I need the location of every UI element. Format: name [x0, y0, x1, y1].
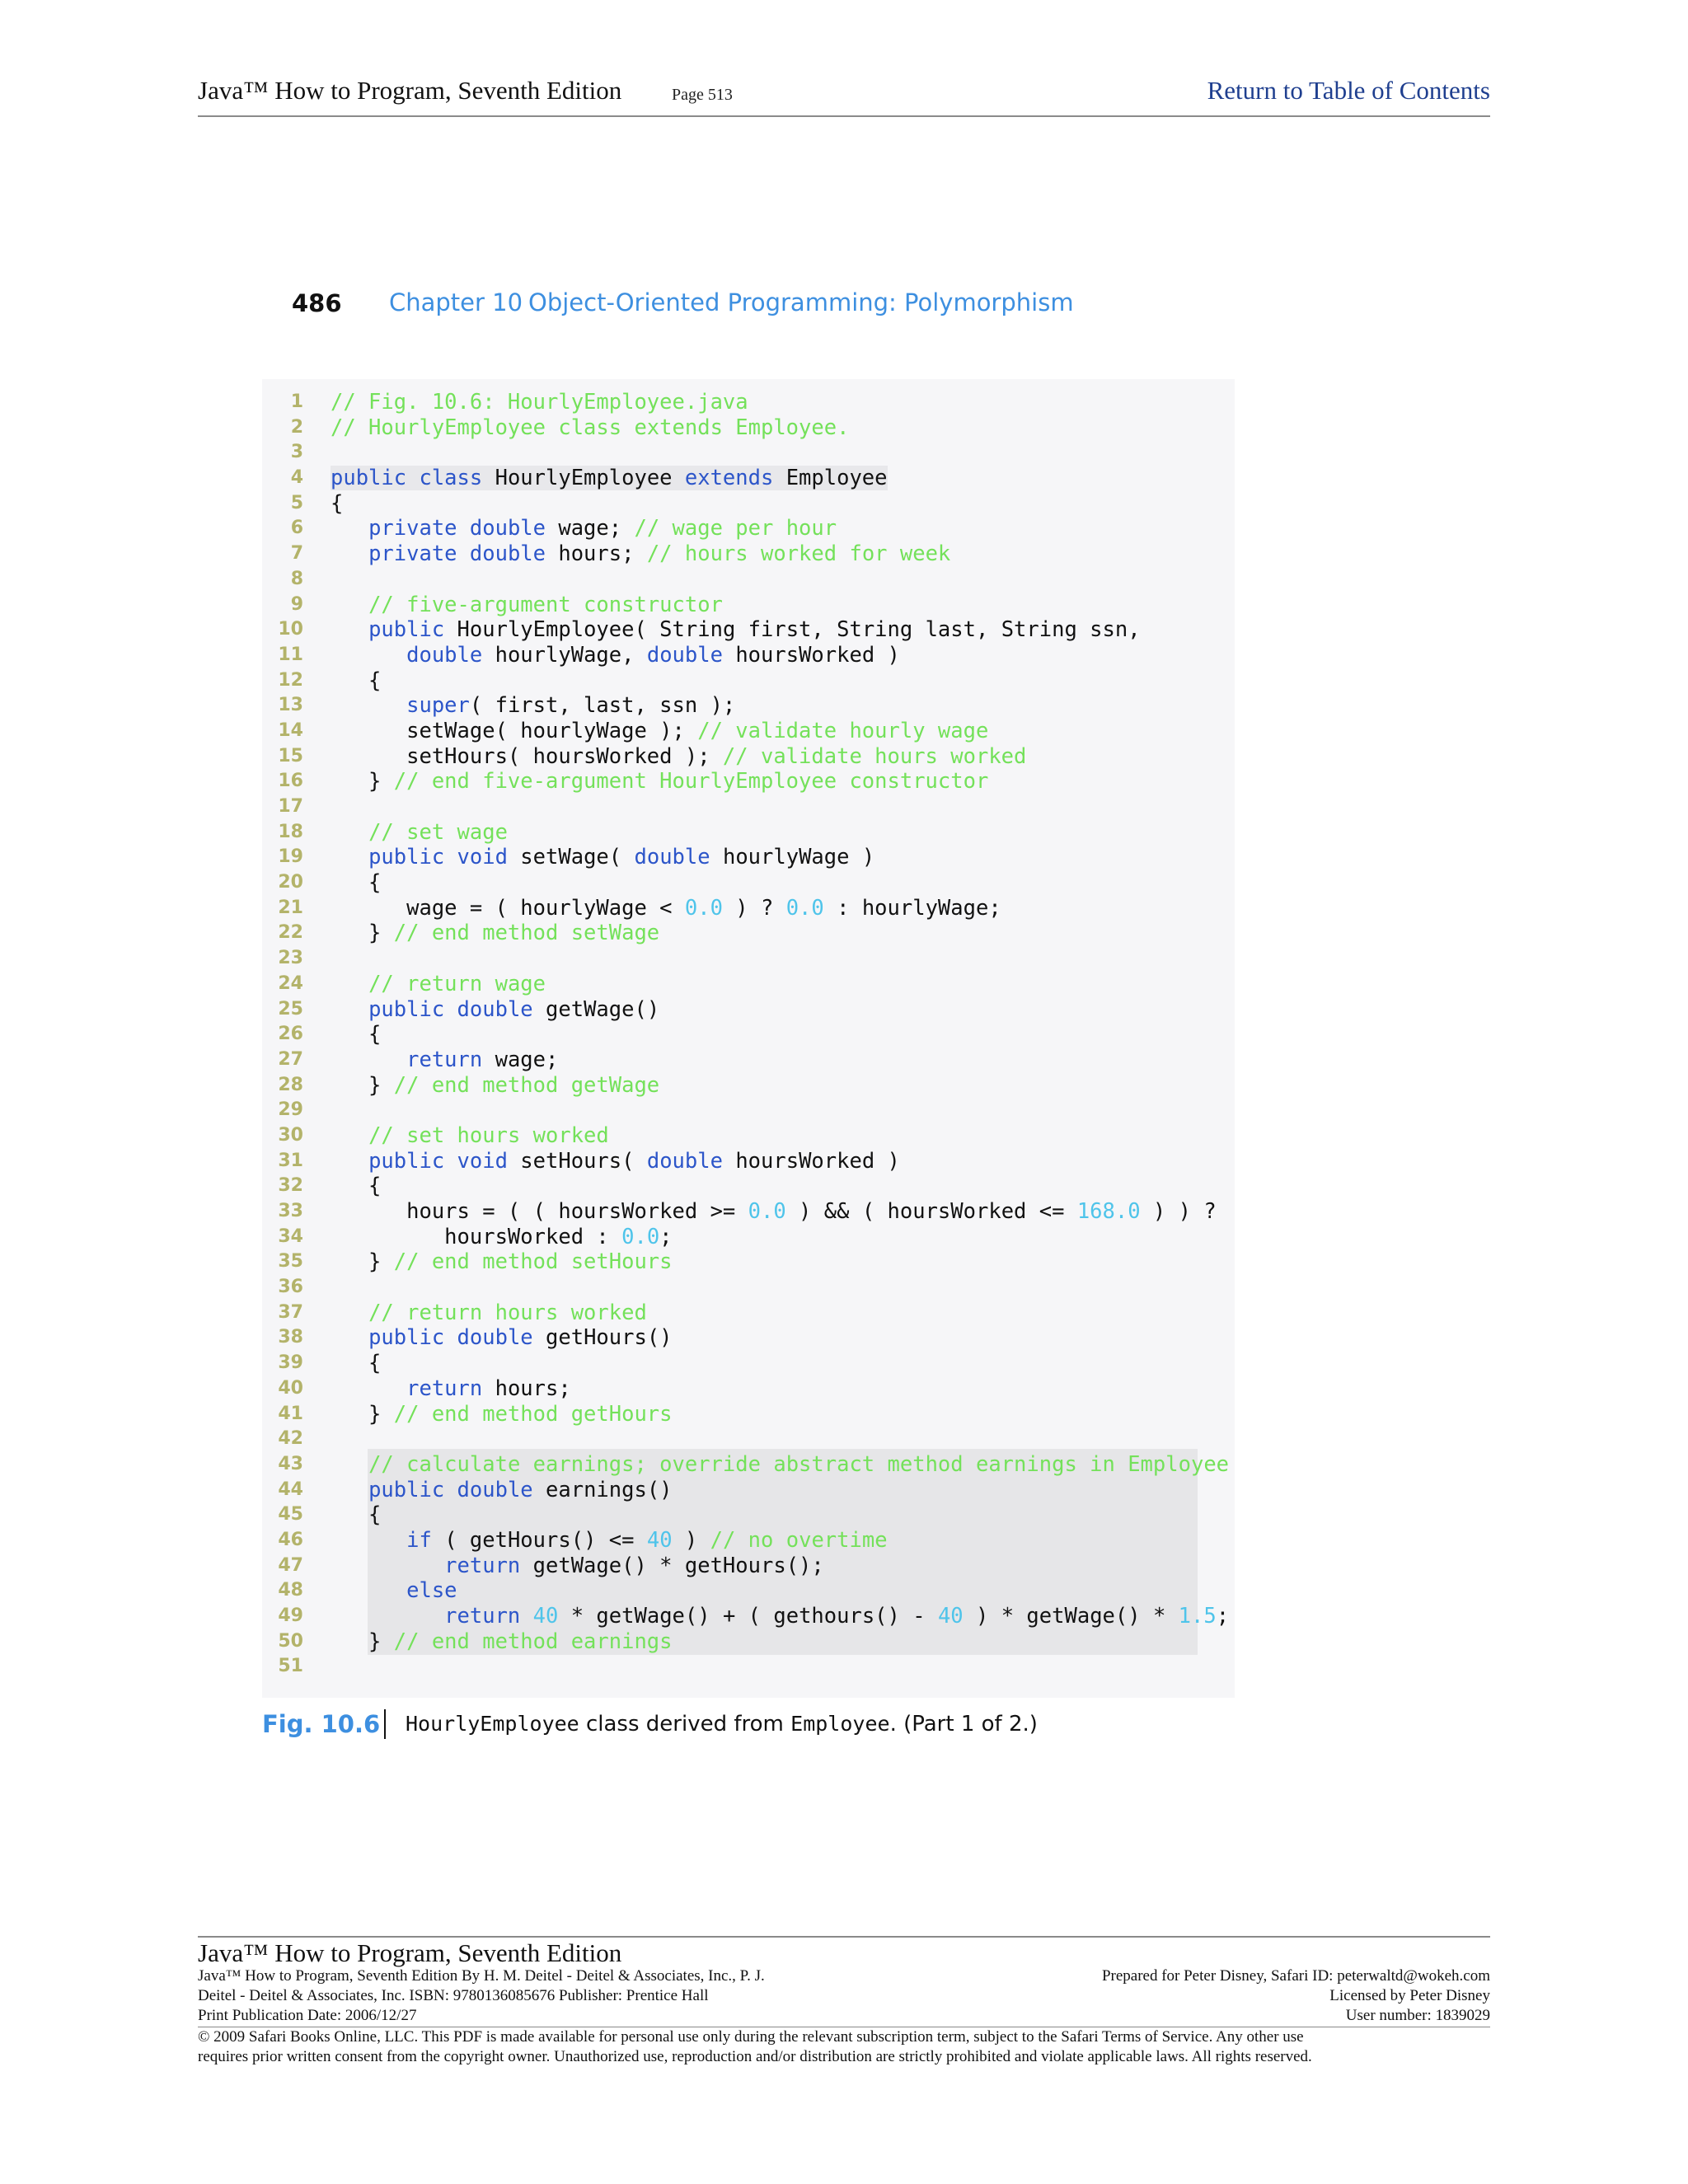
chapter-label: Chapter 10 — [389, 288, 523, 316]
line-number: 24 — [278, 972, 303, 994]
code-text: return wage; — [406, 1047, 559, 1072]
footer-isbn-info: Deitel - Deitel & Associates, Inc. ISBN: 9780136085676 Publisher: Prentice Hall — [198, 1987, 709, 2004]
code-text: private double hours; // hours worked for week — [368, 541, 951, 567]
toc-link[interactable]: Return to Table of Contents — [1207, 76, 1490, 105]
caption-part: . (Part 1 of 2.) — [889, 1712, 1038, 1736]
code-line — [262, 567, 1235, 593]
code-line — [262, 1225, 1235, 1250]
line-number: 18 — [278, 821, 303, 842]
code-text: return hours; — [406, 1376, 571, 1401]
code-line — [262, 390, 1235, 415]
line-number: 50 — [278, 1630, 303, 1652]
line-number: 26 — [278, 1024, 303, 1045]
code-text: public void setWage( double hourlyWage ) — [368, 845, 875, 870]
line-number: 45 — [278, 1504, 303, 1526]
code-line — [262, 541, 1235, 567]
line-number: 5 — [290, 492, 303, 513]
code-text: public class HourlyEmployee extends Employee — [331, 466, 888, 491]
code-line — [262, 1098, 1235, 1123]
code-line — [262, 1502, 1235, 1528]
header-divider — [198, 115, 1490, 117]
code-line — [262, 946, 1235, 972]
footer-user-number: User number: 1839029 — [1345, 2007, 1490, 2024]
code-line — [262, 972, 1235, 997]
code-line — [262, 440, 1235, 466]
code-line — [262, 794, 1235, 820]
line-number: 10 — [278, 619, 303, 640]
code-text: } // end method getHours — [331, 1401, 673, 1427]
code-line — [262, 1452, 1235, 1478]
caption-divider — [384, 1709, 386, 1739]
line-number: 31 — [278, 1150, 303, 1171]
line-number: 47 — [278, 1554, 303, 1576]
line-number: 30 — [278, 1124, 303, 1146]
code-text: { — [331, 1502, 382, 1528]
code-line — [262, 466, 1235, 491]
line-number: 42 — [278, 1428, 303, 1450]
code-line — [262, 719, 1235, 744]
line-number: 1 — [290, 391, 303, 412]
code-line — [262, 1249, 1235, 1275]
code-text: hours = ( ( hoursWorked >= 0.0 ) && ( hoursWorked <= 168.0 ) ) ? — [331, 1199, 1217, 1224]
line-number: 41 — [278, 1403, 303, 1424]
line-number: 33 — [278, 1201, 303, 1221]
footer-title: Java™ How to Program, Seventh Edition — [198, 1938, 622, 1967]
figure-label: Fig. 10.6 — [262, 1710, 381, 1738]
code-line — [262, 921, 1235, 946]
code-line — [262, 896, 1235, 921]
code-listing — [262, 390, 1235, 1680]
code-text: } // end method setWage — [331, 921, 660, 946]
line-number: 7 — [290, 543, 303, 565]
code-line — [262, 1604, 1235, 1629]
code-line — [262, 1199, 1235, 1225]
line-number: 34 — [278, 1226, 303, 1247]
code-text: { — [331, 1351, 382, 1376]
code-line — [262, 1351, 1235, 1376]
line-number: 44 — [278, 1479, 303, 1500]
caption-text: class derived from — [579, 1712, 791, 1736]
code-text: } // end method getWage — [331, 1072, 660, 1098]
code-line — [262, 491, 1235, 517]
code-line — [262, 1047, 1235, 1073]
code-line — [262, 1478, 1235, 1503]
code-text: // five-argument constructor — [368, 592, 723, 617]
line-number: 40 — [278, 1377, 303, 1399]
chapter-title: Object-Oriented Programming: Polymorphism — [528, 288, 1074, 316]
code-line — [262, 617, 1235, 643]
line-number: 25 — [278, 998, 303, 1019]
code-line — [262, 769, 1235, 794]
line-number: 21 — [278, 897, 303, 918]
line-number: 38 — [278, 1327, 303, 1348]
code-text: // set wage — [368, 819, 508, 845]
figure-caption — [406, 1712, 1038, 1736]
code-line — [262, 870, 1235, 896]
code-line — [262, 693, 1235, 719]
code-line — [262, 1578, 1235, 1604]
code-text: { — [331, 1174, 382, 1199]
line-number: 6 — [290, 518, 303, 539]
footer-copyright-1: © 2009 Safari Books Online, LLC. This PDF is made available for personal use only during the relevant subscription term, subject to the Safari Terms of Service. Any other use — [198, 2028, 1304, 2046]
code-line — [262, 1325, 1235, 1351]
code-line — [262, 1123, 1235, 1149]
code-line — [262, 845, 1235, 870]
line-number: 14 — [278, 719, 303, 741]
line-number: 9 — [290, 593, 303, 615]
footer-prepared-for: Prepared for Peter Disney, Safari ID: peterwaltd@wokeh.com — [1101, 1967, 1490, 1985]
code-line — [262, 1073, 1235, 1099]
line-number: 37 — [278, 1301, 303, 1323]
line-number: 2 — [290, 416, 303, 438]
line-number: 35 — [278, 1251, 303, 1272]
code-line — [262, 516, 1235, 541]
caption-class-name: HourlyEmployee — [406, 1712, 579, 1736]
code-line — [262, 1427, 1235, 1452]
code-text: { — [331, 490, 344, 516]
line-number: 23 — [278, 948, 303, 969]
code-text: // HourlyEmployee class extends Employee. — [331, 415, 850, 440]
line-number: 49 — [278, 1605, 303, 1626]
code-text: } // end method setHours — [331, 1249, 673, 1275]
code-line — [262, 997, 1235, 1023]
code-text: // Fig. 10.6: HourlyEmployee.java — [331, 390, 748, 415]
code-line — [262, 1654, 1235, 1680]
footer-copyright-2: requires prior written consent from the copyright owner. Unauthorized use, reproduction and/or distribution are strictly prohibited and violate applicable laws. All rights reserved. — [198, 2048, 1312, 2065]
book-title: Java™ How to Program, Seventh Edition — [198, 76, 622, 105]
line-number: 51 — [278, 1656, 303, 1677]
footer-licensed-by: Licensed by Peter Disney — [1329, 1987, 1490, 2004]
code-line — [262, 1174, 1235, 1199]
code-line — [262, 1275, 1235, 1301]
line-number: 19 — [278, 846, 303, 868]
line-number: 48 — [278, 1580, 303, 1601]
footer-book-info: Java™ How to Program, Seventh Edition By H. M. Deitel - Deitel & Associates, Inc., P. J. — [198, 1967, 765, 1985]
code-text: else — [406, 1578, 457, 1604]
code-text: setWage( hourlyWage ); // validate hourly wage — [331, 718, 989, 743]
line-number: 32 — [278, 1175, 303, 1197]
code-text: public double getHours() — [368, 1325, 673, 1351]
code-text: { — [331, 668, 382, 693]
code-text: // calculate earnings; override abstract method earnings in Employee — [368, 1451, 1230, 1477]
line-number: 15 — [278, 745, 303, 766]
code-text: hoursWorked : 0.0; — [331, 1224, 673, 1249]
code-text: } // end method earnings — [331, 1629, 673, 1654]
code-text: public double earnings() — [368, 1477, 673, 1502]
line-number: 29 — [278, 1099, 303, 1121]
line-number: 16 — [278, 771, 303, 792]
code-text: { — [331, 1022, 382, 1047]
code-line — [262, 1022, 1235, 1047]
line-number: 13 — [278, 695, 303, 716]
code-text: setHours( hoursWorked ); // validate hours worked — [331, 743, 1027, 769]
footer-publication-date: Print Publication Date: 2006/12/27 — [198, 2007, 417, 2024]
code-text: return getWage() * getHours(); — [444, 1553, 824, 1578]
code-text: public void setHours( double hoursWorked ) — [368, 1148, 900, 1174]
code-text: super( first, last, ssn ); — [406, 693, 736, 719]
code-text: wage = ( hourlyWage < 0.0 ) ? 0.0 : hourlyWage; — [331, 895, 1001, 921]
code-line — [262, 744, 1235, 770]
code-line — [262, 593, 1235, 618]
page-number: 486 — [292, 289, 342, 317]
line-number: 12 — [278, 669, 303, 691]
line-number: 8 — [290, 568, 303, 589]
line-number: 46 — [278, 1529, 303, 1550]
page-label: Page 513 — [672, 86, 733, 104]
code-line — [262, 820, 1235, 846]
code-text: return 40 * getWage() + ( gethours() - 40 ) * getWage() * 1.5; — [444, 1604, 1230, 1629]
code-line — [262, 1149, 1235, 1174]
line-number: 4 — [290, 467, 303, 489]
line-number: 11 — [278, 644, 303, 665]
code-text: public HourlyEmployee( String first, String last, String ssn, — [368, 617, 1141, 643]
line-number: 20 — [278, 872, 303, 893]
code-line — [262, 1301, 1235, 1326]
line-number: 28 — [278, 1074, 303, 1095]
line-number: 36 — [278, 1277, 303, 1298]
footer-divider — [198, 1936, 1490, 1938]
code-text: // return hours worked — [368, 1300, 647, 1325]
code-text: if ( getHours() <= 40 ) // no overtime — [406, 1527, 888, 1553]
code-text: double hourlyWage, double hoursWorked ) — [406, 642, 900, 668]
code-line — [262, 1402, 1235, 1427]
code-line — [262, 415, 1235, 441]
line-number: 43 — [278, 1453, 303, 1474]
code-text: public double getWage() — [368, 996, 660, 1022]
code-text: // set hours worked — [368, 1122, 609, 1148]
code-text: } // end five-argument HourlyEmployee constructor — [331, 769, 989, 794]
code-line — [262, 668, 1235, 694]
code-line — [262, 1554, 1235, 1579]
code-line — [262, 1376, 1235, 1402]
line-number: 27 — [278, 1048, 303, 1070]
code-text: // return wage — [368, 971, 546, 996]
code-text: private double wage; // wage per hour — [368, 516, 837, 541]
caption-base-name: Employee — [790, 1712, 890, 1736]
code-line — [262, 643, 1235, 668]
code-line — [262, 1528, 1235, 1554]
line-number: 17 — [278, 796, 303, 817]
line-number: 22 — [278, 922, 303, 944]
code-line — [262, 1629, 1235, 1655]
code-text: { — [331, 870, 382, 896]
line-number: 3 — [290, 442, 303, 463]
line-number: 39 — [278, 1352, 303, 1374]
